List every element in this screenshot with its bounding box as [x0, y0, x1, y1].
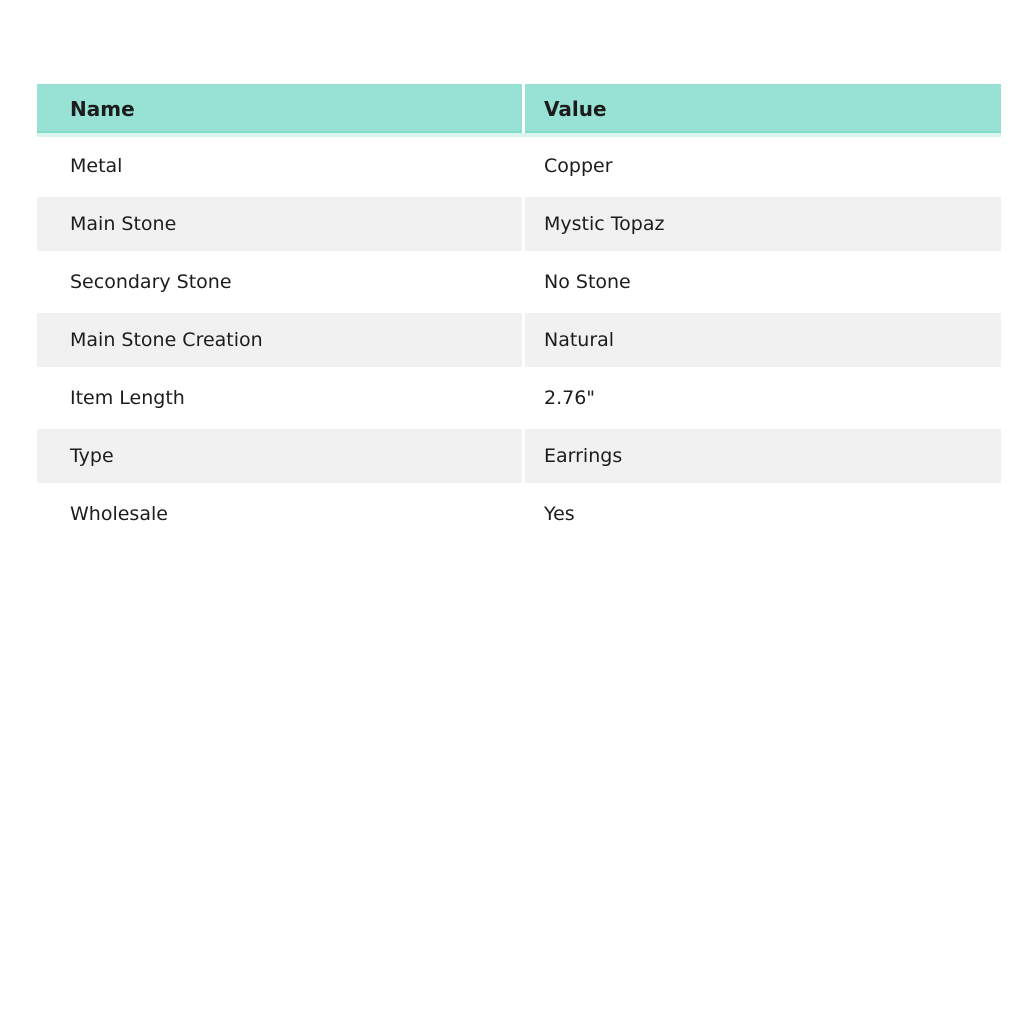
name-cell: Wholesale	[37, 485, 525, 543]
table-row	[37, 253, 1001, 311]
column-header-name: Name	[37, 84, 525, 133]
table-row	[37, 369, 1001, 427]
table-row	[37, 311, 1001, 369]
name-cell: Type	[37, 429, 525, 483]
table-header-row	[37, 84, 1001, 137]
value-cell: Copper	[544, 154, 613, 177]
value-cell: No Stone	[544, 270, 631, 293]
name-cell: Item Length	[37, 369, 525, 427]
table-row	[37, 195, 1001, 253]
value-cell: 2.76"	[544, 386, 596, 409]
value-cell: Natural	[544, 328, 615, 351]
name-cell: Main Stone Creation	[37, 313, 525, 367]
product-spec-table	[37, 84, 1001, 543]
name-cell: Secondary Stone	[37, 253, 525, 311]
value-cell: Mystic Topaz	[544, 212, 665, 235]
column-header-value: Value	[544, 96, 607, 121]
value-cell: Earrings	[544, 444, 623, 467]
name-cell: Metal	[37, 137, 525, 195]
table-row	[37, 485, 1001, 543]
table-row	[37, 137, 1001, 195]
value-cell: Yes	[544, 502, 575, 525]
table-row	[37, 427, 1001, 485]
name-cell: Main Stone	[37, 197, 525, 251]
